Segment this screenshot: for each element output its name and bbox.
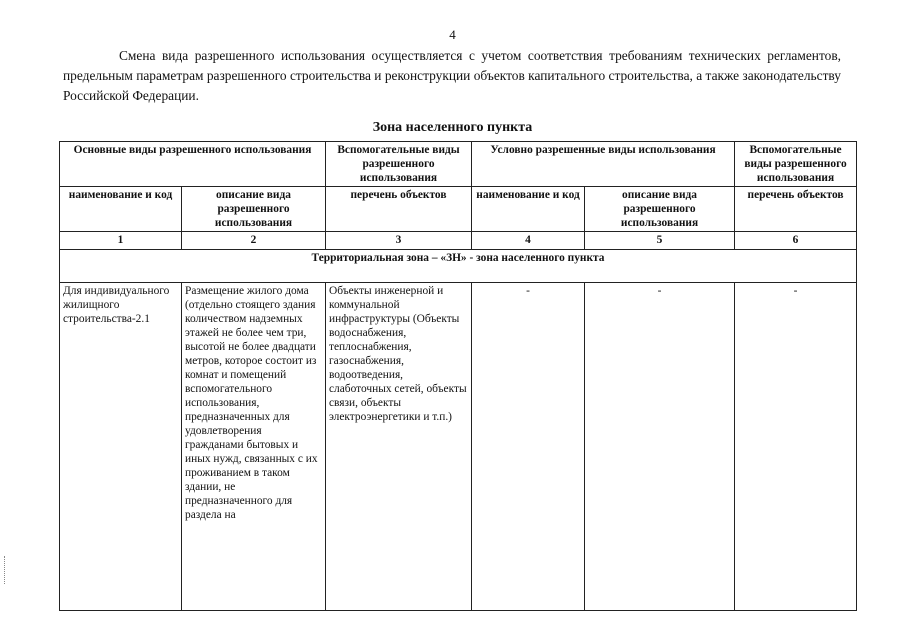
zone-row <box>60 250 857 283</box>
column-number: 2 <box>182 232 326 250</box>
header-conditional-uses: Условно разрешенные виды использования <box>472 142 735 187</box>
zone-row-label: Территориальная зона – «ЗН» - зона населенного пункта <box>60 250 857 283</box>
column-number: 3 <box>326 232 472 250</box>
column-number: 5 <box>585 232 735 250</box>
subheader-description: описание вида разрешенного использования <box>182 187 326 232</box>
header-auxiliary-uses: Вспомогательные виды разрешенного использования <box>326 142 472 187</box>
cell-use-name: Для индивидуального жилищного строительства-2.1 <box>60 283 182 611</box>
intro-paragraph: Смена вида разрешенного использования осуществляется с учетом соответствия требованиям технических регламентов, предельным параметрам разрешенного строительства и реконструкции объектов капитального строительства, а также законодательству Российской Федерации. <box>63 48 841 103</box>
header-main-uses: Основные виды разрешенного использования <box>60 142 326 187</box>
zoning-table <box>59 141 857 611</box>
subheader-object-list-2: перечень объектов <box>735 187 857 232</box>
header-auxiliary-uses-2: Вспомогательные виды разрешенного использования <box>735 142 857 187</box>
cell-use-description: Размещение жилого дома (отдельно стоящего здания количеством надземных этажей не более чем три, высотой не более двадцати метров, которое состоит из комнат и помещений вспомогательного использования, предназначенных для удовлетворения гражданами бытовых и иных нужд, связанных с их проживанием в таком здании, не предназначенного для раздела на <box>182 283 326 611</box>
cell-auxiliary-objects-2: - <box>735 283 857 611</box>
group-header-row <box>60 142 857 187</box>
subheader-name-code-2: наименование и код <box>472 187 585 232</box>
subheader-description-2: описание вида разрешенного использования <box>585 187 735 232</box>
table-row <box>60 283 857 611</box>
column-number: 4 <box>472 232 585 250</box>
zone-title: Зона населенного пункта <box>372 120 533 135</box>
cell-conditional-description: - <box>585 283 735 611</box>
column-number-row <box>60 232 857 250</box>
column-number: 6 <box>735 232 857 250</box>
cell-auxiliary-objects: Объекты инженерной и коммунальной инфраструктуры (Объекты водоснабжения, теплоснабжения, газоснабжения, водоотведения, слаботочных сетей, объекты связи, объекты электроэнергетики и т.п.) <box>326 283 472 611</box>
margin-mark <box>4 556 8 584</box>
subheader-name-code: наименование и код <box>60 187 182 232</box>
sub-header-row <box>60 187 857 232</box>
subheader-object-list: перечень объектов <box>326 187 472 232</box>
cell-conditional-name: - <box>472 283 585 611</box>
page-number: 4 <box>449 27 456 42</box>
column-number: 1 <box>60 232 182 250</box>
